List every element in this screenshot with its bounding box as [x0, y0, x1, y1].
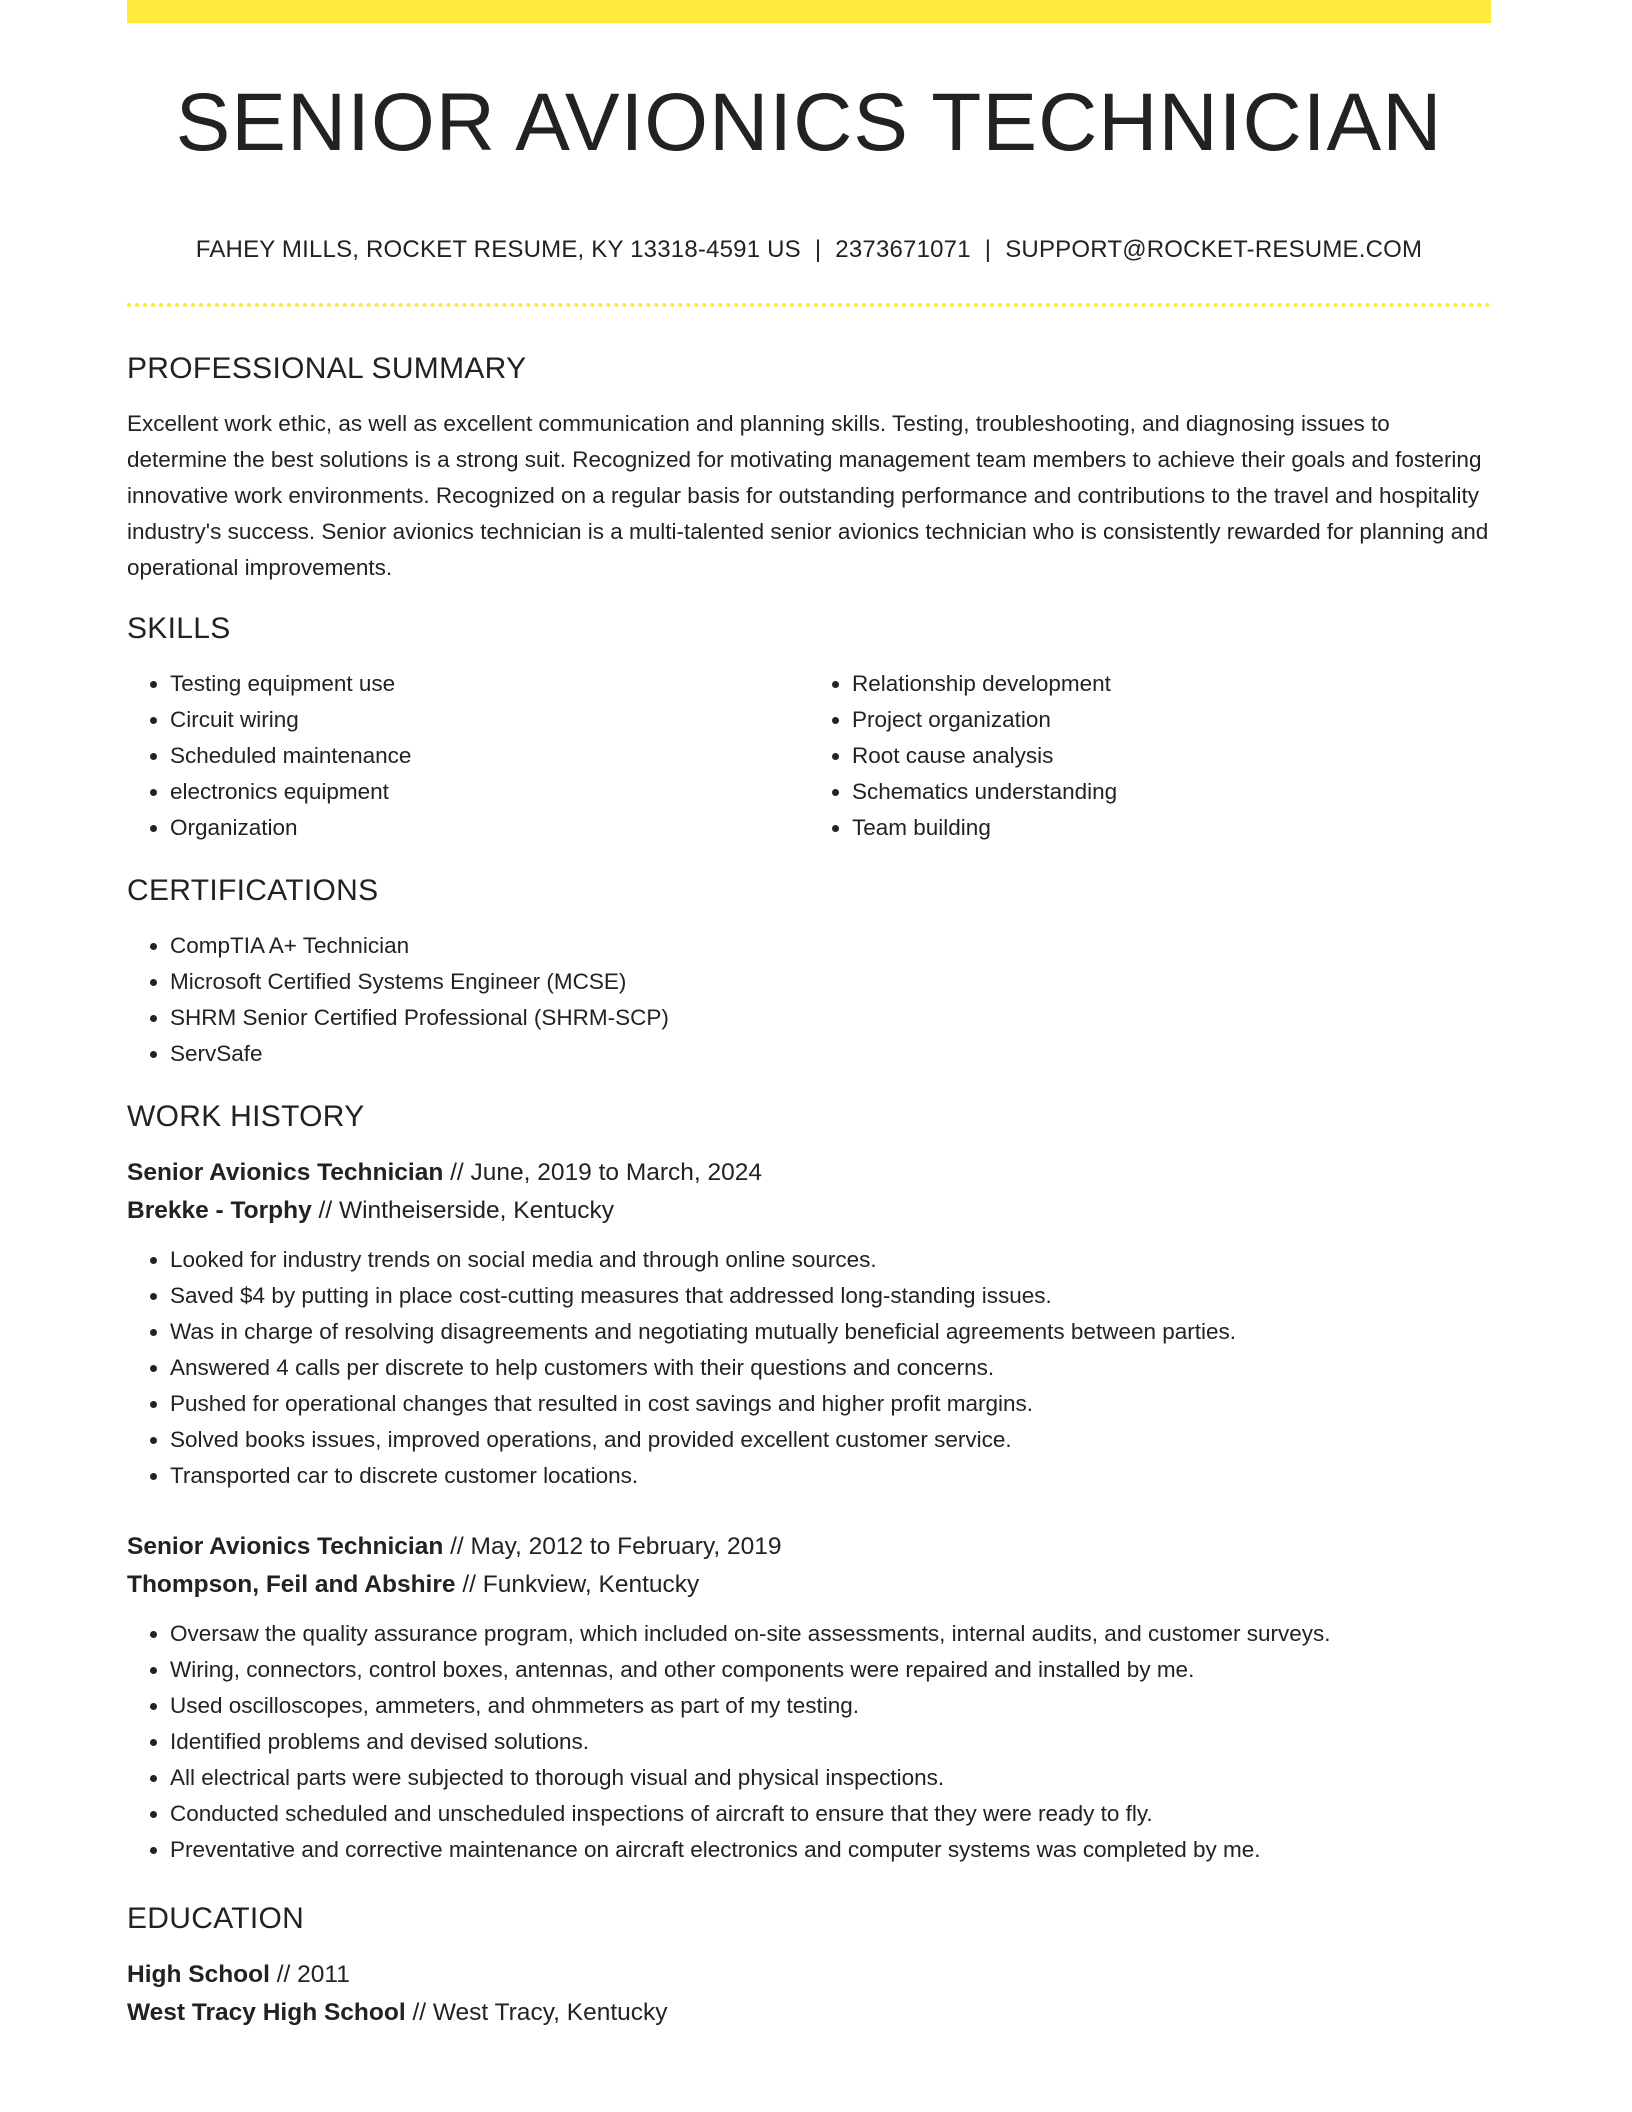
education-school: West Tracy High School [127, 1999, 406, 2026]
education-degree-line [127, 1956, 1491, 1994]
job-title: Senior Avionics Technician [127, 1159, 444, 1186]
contact-address: FAHEY MILLS, ROCKET RESUME, KY 13318-4591 US [195, 236, 801, 263]
certifications-list [127, 928, 1491, 1072]
education-section [127, 1902, 1491, 2032]
job-entry [127, 1154, 1491, 1494]
skill-item: • Testing equipment use [170, 666, 809, 702]
job-title-line [127, 1528, 1491, 1566]
dotted-divider [127, 303, 1491, 307]
summary-heading: PROFESSIONAL SUMMARY [127, 352, 527, 385]
education-year: // 2011 [269, 1961, 350, 1988]
contact-separator: | [814, 236, 822, 263]
job-bullet: • Looked for industry trends on social media and through online sources. [170, 1242, 1491, 1278]
education-degree: High School [127, 1961, 270, 1988]
certification-item: • Microsoft Certified Systems Engineer (MCSE) [170, 964, 1491, 1000]
job-location: // Wintheiserside, Kentucky [311, 1197, 615, 1224]
job-bullet: • Conducted scheduled and unscheduled inspections of aircraft to ensure that they were ready to fly. [170, 1796, 1491, 1832]
contact-phone: 2373671071 [835, 236, 971, 263]
skill-item: • Project organization [852, 702, 1491, 738]
skill-item: • electronics equipment [170, 774, 809, 810]
job-bullet: • Solved books issues, improved operations, and provided excellent customer service. [170, 1422, 1491, 1458]
job-title-line [127, 1154, 1491, 1192]
top-accent-bar [127, 0, 1491, 23]
certification-item: • ServSafe [170, 1036, 1491, 1072]
job-company: Thompson, Feil and Abshire [127, 1571, 456, 1598]
contact-email: SUPPORT@ROCKET-RESUME.COM [1005, 236, 1423, 263]
certifications-heading: CERTIFICATIONS [127, 874, 379, 907]
job-entry [127, 1528, 1491, 1868]
skill-item: • Circuit wiring [170, 702, 809, 738]
job-bullet: • Identified problems and devised solutions. [170, 1724, 1491, 1760]
job-bullet: • Saved $4 by putting in place cost-cutting measures that addressed long-standing issues. [170, 1278, 1491, 1314]
skill-item: • Schematics understanding [852, 774, 1491, 810]
certification-item: • CompTIA A+ Technician [170, 928, 1491, 964]
skill-item: • Team building [852, 810, 1491, 846]
job-company-line [127, 1192, 1491, 1230]
skill-item: • Scheduled maintenance [170, 738, 809, 774]
skill-item: • Organization [170, 810, 809, 846]
education-location: // West Tracy, Kentucky [405, 1999, 668, 2026]
resume-content [127, 352, 1491, 2032]
contact-separator: | [984, 236, 992, 263]
certifications-section [127, 874, 1491, 1072]
job-bullet: • Wiring, connectors, control boxes, antennas, and other components were repaired and installed by me. [170, 1652, 1491, 1688]
work-history-section [127, 1100, 1491, 1868]
job-bullets [127, 1242, 1491, 1494]
job-bullet: • All electrical parts were subjected to thorough visual and physical inspections. [170, 1760, 1491, 1796]
education-school-line [127, 1994, 1491, 2032]
job-bullet: • Answered 4 calls per discrete to help customers with their questions and concerns. [170, 1350, 1491, 1386]
contact-line [127, 236, 1491, 264]
job-bullets [127, 1616, 1491, 1868]
job-location: // Funkview, Kentucky [455, 1571, 700, 1598]
job-title: Senior Avionics Technician [127, 1533, 444, 1560]
job-company-line [127, 1566, 1491, 1604]
resume-title: SENIOR AVIONICS TECHNICIAN [175, 77, 1443, 168]
education-heading: EDUCATION [127, 1902, 305, 1935]
skills-heading: SKILLS [127, 612, 231, 645]
skills-columns [127, 666, 1491, 846]
skills-section [127, 612, 1491, 846]
summary-text: Excellent work ethic, as well as excellent communication and planning skills. Testing, troubleshooting, and diagnosing issues to determine the best solutions is a strong suit. Recognized for motivating management team members to achieve their goals and fostering innovative work environments. Recognized on a regular basis for outstanding performance and contributions to the travel and hospitality industry's success. Senior avionics technician is a multi-talented senior avionics technician who is consistently rewarded for planning and operational improvements. [127, 411, 1489, 580]
skills-list-left [127, 666, 809, 846]
job-bullet: • Oversaw the quality assurance program, which included on-site assessments, internal audits, and customer surveys. [170, 1616, 1491, 1652]
job-bullet: • Transported car to discrete customer locations. [170, 1458, 1491, 1494]
job-bullet: • Used oscilloscopes, ammeters, and ohmmeters as part of my testing. [170, 1688, 1491, 1724]
job-bullet: • Preventative and corrective maintenance on aircraft electronics and computer systems was completed by me. [170, 1832, 1491, 1868]
certification-item: • SHRM Senior Certified Professional (SHRM-SCP) [170, 1000, 1491, 1036]
skill-item: • Relationship development [852, 666, 1491, 702]
job-dates: // June, 2019 to March, 2024 [443, 1159, 763, 1186]
skill-item: • Root cause analysis [852, 738, 1491, 774]
job-bullet: • Was in charge of resolving disagreements and negotiating mutually beneficial agreements between parties. [170, 1314, 1491, 1350]
job-bullet: • Pushed for operational changes that resulted in cost savings and higher profit margins. [170, 1386, 1491, 1422]
job-dates: // May, 2012 to February, 2019 [443, 1533, 782, 1560]
work-history-heading: WORK HISTORY [127, 1100, 365, 1133]
job-company: Brekke - Torphy [127, 1197, 312, 1224]
skills-list-right [809, 666, 1491, 846]
summary-section [127, 352, 1491, 586]
